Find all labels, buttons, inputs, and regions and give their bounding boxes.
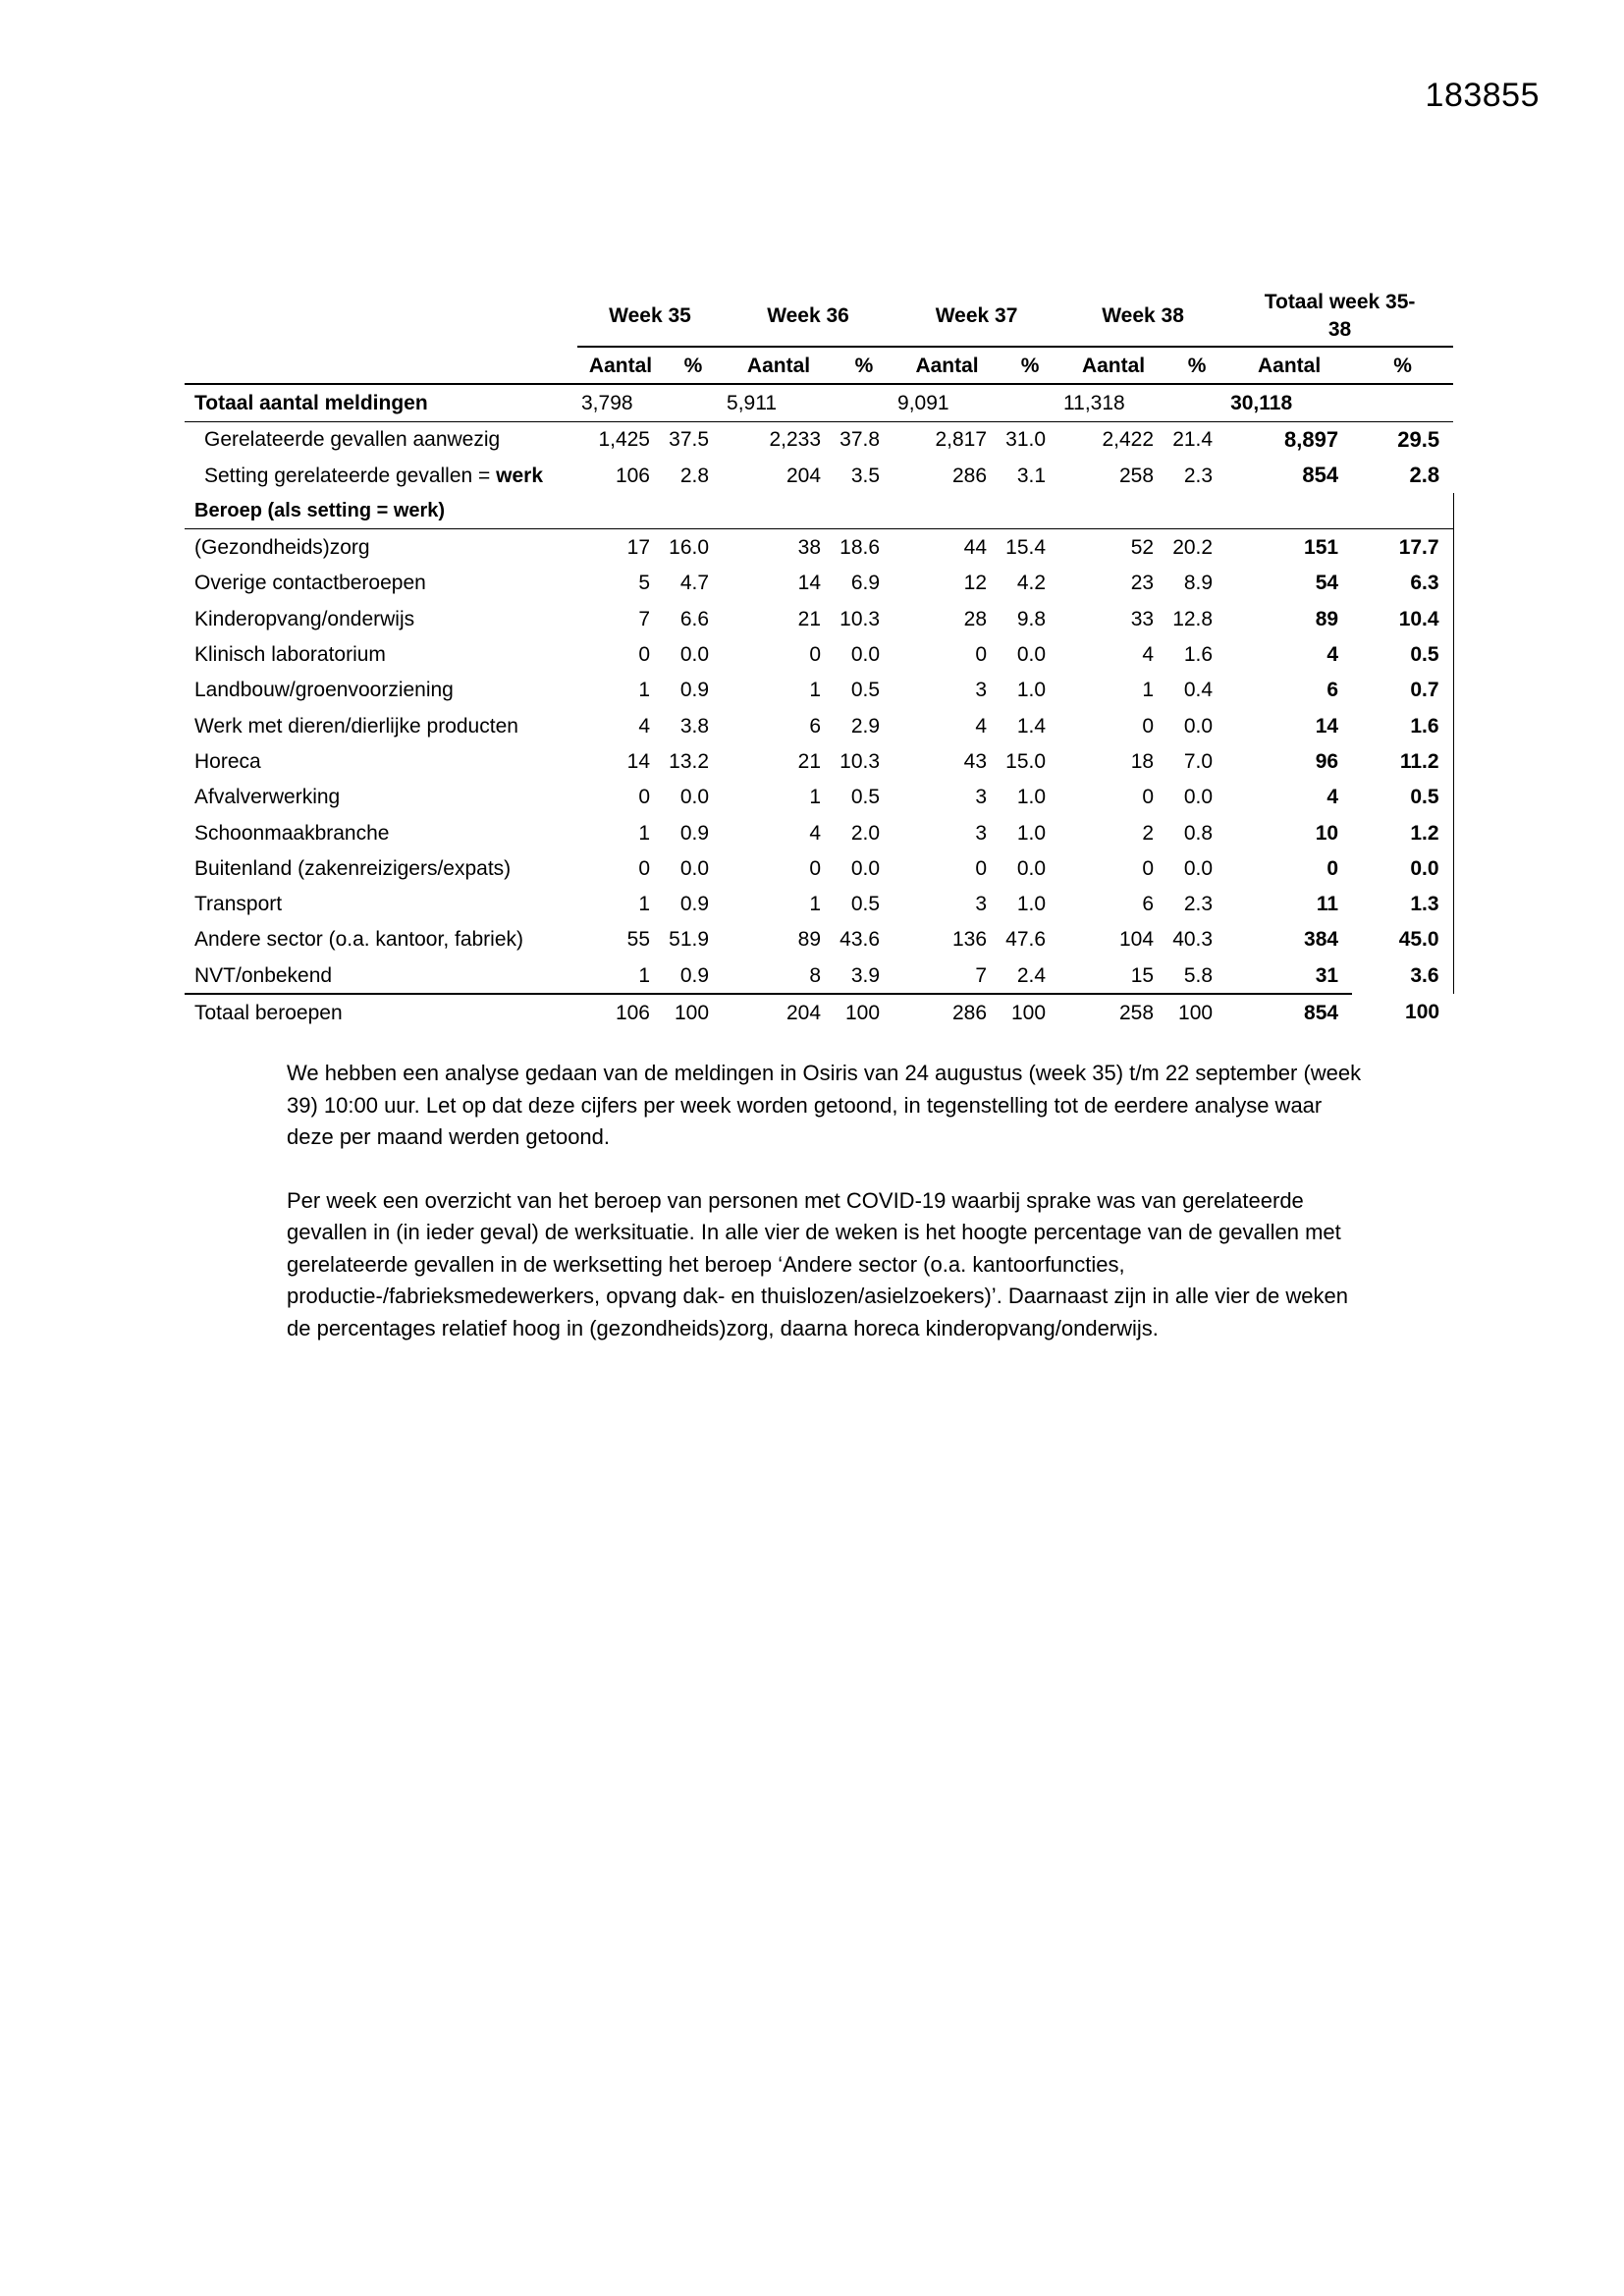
- percent-cell: 15.0: [1005, 749, 1047, 773]
- count-cell: 12: [963, 572, 988, 595]
- count-header: Aantal: [723, 347, 835, 384]
- percent-cell: 0.0: [679, 856, 710, 880]
- count-cell: 0: [1142, 856, 1155, 880]
- summary-row: [185, 421, 1453, 458]
- percent-cell: 20.2: [1167, 529, 1226, 566]
- analysis-text: [287, 1058, 1367, 1376]
- percent-cell: 0.9: [679, 893, 710, 916]
- count-cell: 3: [975, 679, 988, 702]
- count-cell: 2,817: [935, 428, 988, 452]
- count-cell: 11,318: [1059, 384, 1167, 421]
- count-cell: 6: [1326, 679, 1339, 702]
- count-cell: 2,422: [1102, 428, 1155, 452]
- occupation-label: (Gezondheids)zorg: [185, 529, 577, 566]
- row-label-text: Setting gerelateerde gevallen =: [204, 464, 497, 487]
- summary-row: [185, 458, 1453, 493]
- percent-cell: 11.2: [1352, 743, 1453, 779]
- count-cell: 258: [1119, 1001, 1155, 1024]
- percent-cell: 2.3: [1183, 464, 1214, 487]
- occupation-label: Buitenland (zakenreizigers/expats): [194, 856, 512, 880]
- occupation-row: [185, 922, 1453, 957]
- occupation-row: [185, 601, 1453, 636]
- percent-cell: 18.6: [835, 529, 893, 566]
- percent-cell: 100: [1011, 1001, 1047, 1024]
- occupation-label: Klinisch laboratorium: [194, 643, 386, 667]
- percent-cell: [664, 384, 723, 421]
- percent-cell: 6.3: [1352, 566, 1453, 601]
- occupation-row: [185, 850, 1453, 886]
- percent-cell: 0.0: [1183, 714, 1214, 738]
- percent-cell: 3.6: [1352, 957, 1453, 994]
- count-cell: 258: [1119, 464, 1155, 487]
- count-cell: 106: [615, 464, 650, 487]
- count-cell: 14: [1315, 714, 1339, 738]
- count-cell: 854: [1304, 1001, 1339, 1024]
- count-cell: 1: [1142, 679, 1155, 702]
- percent-cell: 0.0: [1016, 643, 1047, 667]
- percent-cell: 2.4: [1001, 957, 1059, 994]
- percent-cell: 0.7: [1352, 673, 1453, 708]
- percent-cell: 21.4: [1172, 428, 1214, 452]
- count-cell: 1: [638, 893, 650, 916]
- percent-cell: 0.9: [679, 679, 710, 702]
- percent-cell: 2.0: [850, 821, 881, 845]
- count-cell: 0: [638, 786, 650, 809]
- count-cell: 0: [975, 643, 988, 667]
- occupation-label: Afvalverwerking: [194, 786, 341, 809]
- percent-cell: 0.4: [1183, 679, 1214, 702]
- week-header: Week 36: [767, 303, 849, 327]
- percent-cell: [1352, 384, 1453, 421]
- percent-cell: 47.6: [1005, 928, 1047, 952]
- percent-cell: 9.8: [1016, 607, 1047, 630]
- percent-cell: 10.3: [839, 607, 881, 630]
- count-header: Aantal: [1226, 347, 1352, 384]
- count-cell: 14: [626, 749, 650, 773]
- percent-cell: 1.2: [1352, 815, 1453, 850]
- week-header-row: [185, 285, 1453, 347]
- count-cell: 3,798: [577, 384, 664, 421]
- subheader-row: [185, 347, 1453, 384]
- percent-cell: 1.4: [1016, 714, 1047, 738]
- percent-cell: 1.6: [1183, 643, 1214, 667]
- count-cell: 89: [797, 928, 822, 952]
- percent-cell: 7.0: [1183, 749, 1214, 773]
- percent-cell: 0.0: [1183, 786, 1214, 809]
- count-cell: 43: [963, 749, 988, 773]
- count-cell: 18: [1130, 749, 1155, 773]
- section-label: Beroep (als setting = werk): [194, 500, 446, 522]
- percent-header: %: [1167, 347, 1226, 384]
- count-cell: 1: [638, 679, 650, 702]
- count-cell: 38: [723, 529, 835, 566]
- count-cell: 9,091: [893, 384, 1001, 421]
- percent-cell: 5.8: [1167, 957, 1226, 994]
- percent-cell: 0.9: [679, 821, 710, 845]
- percent-header: %: [664, 347, 723, 384]
- occupation-row: [185, 780, 1453, 815]
- percent-cell: 8.9: [1183, 572, 1214, 595]
- count-cell: 6: [809, 714, 822, 738]
- percent-cell: 1.6: [1352, 708, 1453, 743]
- percent-cell: 15.4: [1001, 529, 1059, 566]
- percent-cell: 100: [674, 1001, 710, 1024]
- percent-cell: 0.0: [679, 786, 710, 809]
- percent-cell: 17.7: [1352, 529, 1453, 566]
- count-header: Aantal: [1059, 347, 1167, 384]
- percent-header: %: [1352, 347, 1453, 384]
- percent-cell: 1.0: [1016, 893, 1047, 916]
- count-cell: 6: [1142, 893, 1155, 916]
- count-cell: 15: [1059, 957, 1167, 994]
- percent-cell: 1.3: [1352, 886, 1453, 921]
- count-cell: 0: [809, 856, 822, 880]
- percent-cell: 43.6: [839, 928, 881, 952]
- percent-cell: 0.0: [1352, 850, 1453, 886]
- count-cell: 4: [638, 714, 650, 738]
- percent-cell: 100: [1405, 1001, 1440, 1024]
- count-cell: 1: [809, 786, 822, 809]
- percent-cell: 0.0: [1183, 856, 1214, 880]
- total-label: Totaal beroepen: [194, 1001, 343, 1024]
- percent-cell: 0.5: [1352, 636, 1453, 672]
- percent-cell: [1001, 384, 1059, 421]
- count-cell: 52: [1059, 529, 1167, 566]
- percent-cell: 0.5: [850, 679, 881, 702]
- count-cell: 31: [1226, 957, 1352, 994]
- occupation-label: Horeca: [194, 749, 261, 773]
- count-cell: 5,911: [723, 384, 835, 421]
- percent-cell: 0.5: [1352, 780, 1453, 815]
- count-cell: 0: [1142, 714, 1155, 738]
- count-cell: 384: [1304, 928, 1339, 952]
- row-label: Totaal aantal meldingen: [185, 384, 577, 421]
- percent-cell: 0.0: [679, 643, 710, 667]
- percent-cell: 0.8: [1183, 821, 1214, 845]
- count-cell: 0: [1142, 786, 1155, 809]
- percent-cell: 2.9: [850, 714, 881, 738]
- percent-cell: 2.3: [1183, 893, 1214, 916]
- occupation-row: [185, 708, 1453, 743]
- occupation-label: Andere sector (o.a. kantoor, fabriek): [194, 928, 524, 952]
- week-header: Week 35: [609, 303, 691, 327]
- count-cell: 33: [1130, 607, 1155, 630]
- occupation-table: [185, 285, 1454, 1031]
- percent-cell: 2.8: [679, 464, 710, 487]
- percent-cell: 1.0: [1016, 786, 1047, 809]
- count-cell: 0: [975, 856, 988, 880]
- occupation-label: Landbouw/groenvoorziening: [194, 679, 454, 702]
- percent-cell: 3.8: [679, 714, 710, 738]
- occupation-label: Werk met dieren/dierlijke producten: [194, 714, 518, 738]
- percent-cell: 0.0: [1016, 856, 1047, 880]
- count-cell: 7: [893, 957, 1001, 994]
- count-cell: 7: [638, 607, 650, 630]
- percent-cell: 3.1: [1016, 464, 1047, 487]
- count-cell: 4: [975, 714, 988, 738]
- percent-cell: 100: [844, 1001, 881, 1024]
- count-cell: 30,118: [1226, 384, 1352, 421]
- count-cell: 3: [975, 786, 988, 809]
- occupation-row: [185, 636, 1453, 672]
- occupation-label: Schoonmaakbranche: [194, 821, 390, 845]
- count-cell: 151: [1226, 529, 1352, 566]
- count-cell: 55: [626, 928, 650, 952]
- count-cell: 21: [797, 749, 822, 773]
- count-cell: 1: [577, 957, 664, 994]
- count-cell: 854: [1302, 463, 1339, 488]
- occupation-row: [185, 815, 1453, 850]
- total-week-header: Totaal week 35- 38: [1264, 291, 1416, 341]
- count-cell: 4: [1326, 643, 1339, 667]
- percent-cell: 3.5: [850, 464, 881, 487]
- count-cell: 96: [1315, 749, 1339, 773]
- count-cell: 0: [638, 643, 650, 667]
- count-cell: 54: [1315, 572, 1339, 595]
- count-cell: 8: [723, 957, 835, 994]
- occupation-row: [185, 673, 1453, 708]
- count-cell: 21: [797, 607, 822, 630]
- count-header: Aantal: [577, 347, 664, 384]
- percent-cell: 6.6: [679, 607, 710, 630]
- count-cell: 3: [975, 821, 988, 845]
- occupation-label: Kinderopvang/onderwijs: [194, 607, 415, 630]
- percent-cell: 16.0: [664, 529, 723, 566]
- percent-cell: 0.0: [850, 856, 881, 880]
- percent-cell: 45.0: [1352, 922, 1453, 957]
- row-label: Gerelateerde gevallen aanwezig: [204, 428, 501, 452]
- percent-cell: 29.5: [1397, 426, 1440, 452]
- summary-row: [185, 384, 1453, 421]
- count-cell: 1: [809, 679, 822, 702]
- section-row: [185, 493, 1453, 529]
- percent-cell: 1.0: [1016, 679, 1047, 702]
- count-cell: 0: [638, 856, 650, 880]
- count-cell: 204: [785, 1001, 822, 1024]
- count-header: Aantal: [893, 347, 1001, 384]
- percent-cell: 6.9: [850, 572, 881, 595]
- week-header: Week 37: [935, 303, 1018, 327]
- count-cell: 286: [951, 464, 988, 487]
- occupation-label: Overige contactberoepen: [194, 572, 426, 595]
- row-label: [185, 458, 577, 493]
- document-number: 183855: [1425, 77, 1540, 114]
- percent-cell: [1167, 384, 1226, 421]
- count-cell: 0: [1326, 856, 1339, 880]
- percent-cell: [835, 384, 893, 421]
- row-label-emphasis: werk: [496, 464, 544, 487]
- percent-cell: 12.8: [1172, 607, 1214, 630]
- occupation-row: [185, 886, 1453, 921]
- percent-cell: 10.3: [839, 749, 881, 773]
- percent-header: %: [1001, 347, 1059, 384]
- count-cell: 14: [797, 572, 822, 595]
- occupation-label: NVT/onbekend: [185, 957, 577, 994]
- count-cell: 4: [1142, 643, 1155, 667]
- occupation-label: Transport: [194, 893, 283, 916]
- total-row: [185, 994, 1453, 1030]
- percent-cell: 0.0: [850, 643, 881, 667]
- occupation-table-container: [185, 285, 1453, 1031]
- count-cell: 2: [1142, 821, 1155, 845]
- percent-cell: 10.4: [1352, 601, 1453, 636]
- percent-cell: 4.7: [679, 572, 710, 595]
- occupation-row: [185, 529, 1453, 566]
- count-cell: 104: [1119, 928, 1155, 952]
- percent-cell: 37.8: [839, 428, 881, 452]
- percent-cell: 0.9: [664, 957, 723, 994]
- count-cell: 89: [1315, 607, 1339, 630]
- count-cell: 4: [809, 821, 822, 845]
- percent-cell: 3.9: [835, 957, 893, 994]
- count-cell: 204: [785, 464, 822, 487]
- percent-cell: 37.5: [669, 428, 710, 452]
- count-cell: 17: [577, 529, 664, 566]
- count-cell: 11: [1316, 893, 1339, 916]
- count-cell: 286: [951, 1001, 988, 1024]
- percent-cell: 0.5: [850, 893, 881, 916]
- count-cell: 44: [893, 529, 1001, 566]
- paragraph: We hebben een analyse gedaan van de meldingen in Osiris van 24 augustus (week 35) t/m 22 september (week 39) 10:00 uur. Let op dat deze cijfers per week worden getoond, in tegenstelling tot de eerdere analyse waar deze per maand werden getoond.: [287, 1061, 1362, 1149]
- percent-cell: 0.5: [850, 786, 881, 809]
- count-cell: 8,897: [1284, 426, 1339, 452]
- percent-cell: 4.2: [1016, 572, 1047, 595]
- count-cell: 28: [963, 607, 988, 630]
- count-cell: 3: [975, 893, 988, 916]
- percent-cell: 40.3: [1172, 928, 1214, 952]
- count-cell: 4: [1326, 786, 1339, 809]
- count-cell: 136: [951, 928, 988, 952]
- count-cell: 1: [809, 893, 822, 916]
- percent-cell: 31.0: [1005, 428, 1047, 452]
- percent-cell: 100: [1178, 1001, 1214, 1024]
- percent-header: %: [835, 347, 893, 384]
- count-cell: 0: [809, 643, 822, 667]
- percent-cell: 51.9: [669, 928, 710, 952]
- week-header: Week 38: [1102, 303, 1184, 327]
- occupation-row: [185, 957, 1453, 994]
- paragraph: Per week een overzicht van het beroep van personen met COVID-19 waarbij sprake was van gerelateerde gevallen in (in ieder geval) de werksituatie. In alle vier de weken is het hoogte percentage van de gevallen met gerelateerde gevallen in de werksetting het beroep ‘Andere sector (o.a. kantoorfuncties, productie-/fabrieksmedewerkers, opvang dak- en thuislozen/asielzoekers)’. Daarnaast zijn in alle vier de weken de percentages relatief hoog in (gezondheids)zorg, daarna horeca kinderopvang/onderwijs.: [287, 1187, 1348, 1340]
- count-cell: 23: [1130, 572, 1155, 595]
- count-cell: 106: [615, 1001, 650, 1024]
- occupation-row: [185, 566, 1453, 601]
- percent-cell: 13.2: [669, 749, 710, 773]
- percent-cell: 2.8: [1409, 463, 1440, 488]
- count-cell: 1,425: [598, 428, 650, 452]
- count-cell: 5: [638, 572, 650, 595]
- count-cell: 1: [638, 821, 650, 845]
- occupation-row: [185, 743, 1453, 779]
- count-cell: 10: [1315, 821, 1339, 845]
- count-cell: 2,233: [769, 428, 822, 452]
- percent-cell: 1.0: [1016, 821, 1047, 845]
